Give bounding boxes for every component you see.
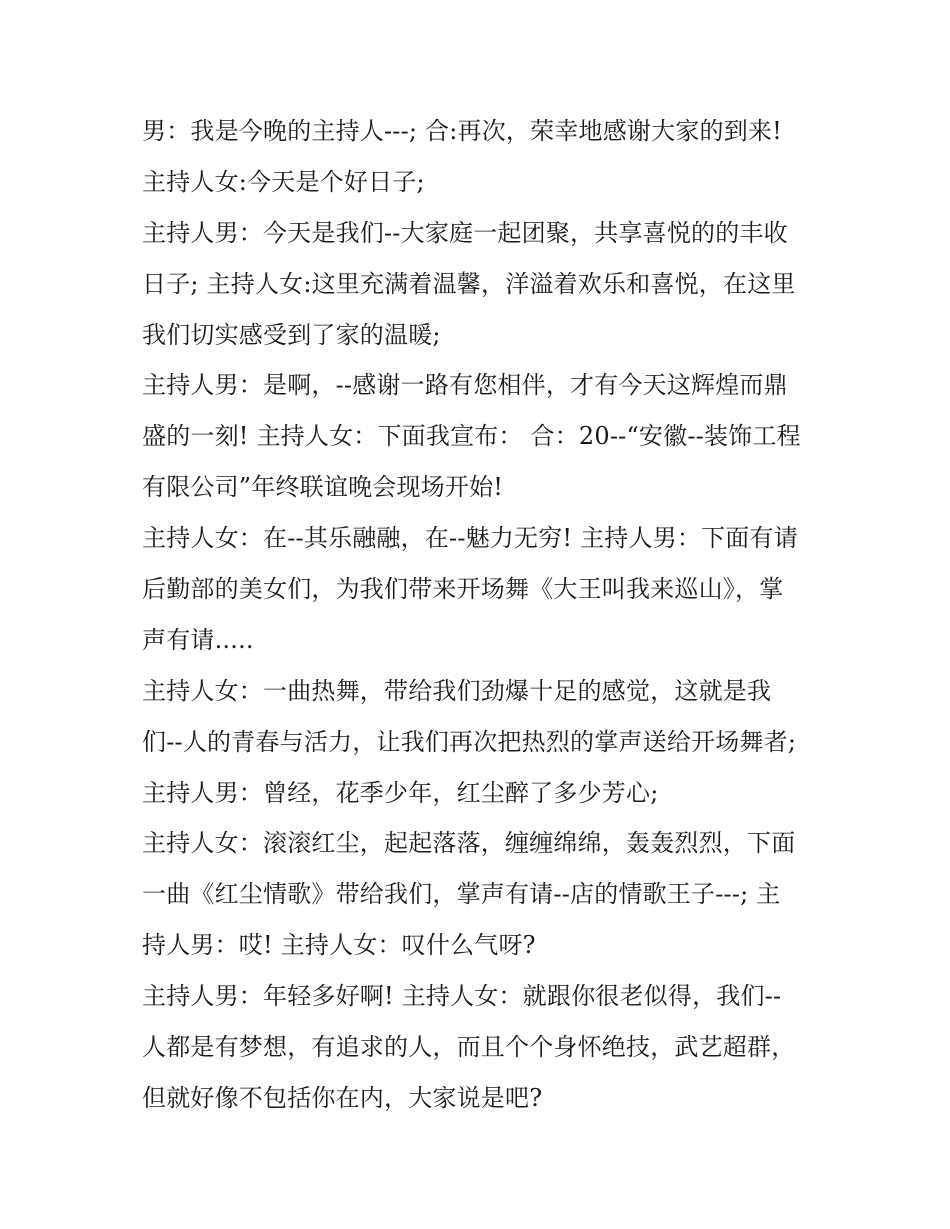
text-line: 主持人女：一曲热舞，带给我们劲爆十足的感觉，这就是我 — [142, 676, 772, 705]
text-line: 声有请..... — [142, 625, 254, 654]
text-line: 人都是有梦想，有追求的人，而且个个身怀绝技，武艺超群， — [142, 1033, 796, 1062]
text-line: 主持人男：是啊，--感谢一路有您相伴，才有今天这辉煌而鼎 — [142, 371, 788, 400]
text-line: 我们切实感受到了家的温暖; — [142, 320, 441, 349]
text-line: 主持人女:今天是个好日子; — [142, 167, 425, 196]
text-line: 主持人男：曾经，花季少年，红尘醉了多少芳心; — [142, 778, 659, 807]
text-line: 盛的一刻! 主持人女：下面我宣布： 合：20--“安徽--装饰工程 — [142, 422, 801, 451]
text-line: 一曲《红尘情歌》带给我们，掌声有请--店的情歌王子---; 主 — [142, 880, 781, 909]
document-body — [142, 106, 832, 1124]
text-line: 主持人女：在--其乐融融，在--魅力无穷! 主持人男：下面有请 — [142, 524, 798, 553]
text-line: 主持人男：年轻多好啊! 主持人女：就跟你很老似得，我们-- — [142, 982, 782, 1011]
text-line: 持人男：哎! 主持人女：叹什么气呀? — [142, 931, 536, 960]
text-line: 主持人女：滚滚红尘，起起落落，缠缠绵绵，轰轰烈烈，下面 — [142, 829, 796, 858]
text-line: 主持人男：今天是我们--大家庭一起团聚，共享喜悦的的丰收 — [142, 218, 788, 247]
text-line: 但就好像不包括你在内，大家说是吧? — [142, 1083, 543, 1112]
text-line: 们--人的青春与活力，让我们再次把热烈的掌声送给开场舞者; — [142, 727, 797, 756]
text-line: 有限公司”年终联谊晚会现场开始! — [142, 473, 504, 502]
text-line: 日子; 主持人女:这里充满着温馨，洋溢着欢乐和喜悦，在这里 — [142, 269, 796, 298]
text-line: 后勤部的美女们，为我们带来开场舞《大王叫我来巡山》，掌 — [142, 575, 784, 604]
text-line: 男：我是今晚的主持人---; 合:再次，荣幸地感谢大家的到来! — [142, 117, 782, 145]
